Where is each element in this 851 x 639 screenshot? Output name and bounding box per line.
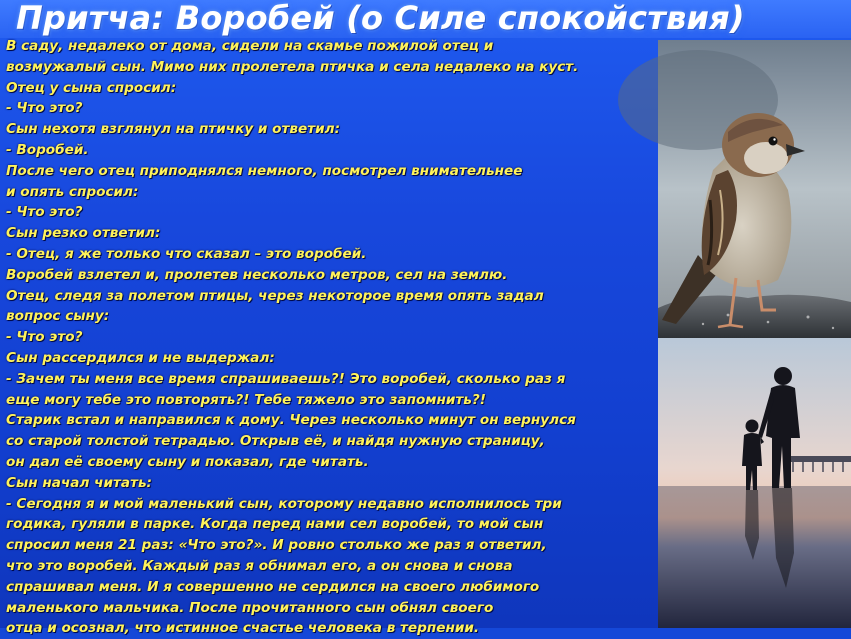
story-line: со старой толстой тетрадью. Открыв её, и найдя нужную страницу,	[6, 433, 545, 450]
story-line: Сын нехотя взглянул на птичку и ответил:	[6, 121, 341, 138]
story-line: отца и осознал, что истинное счастье человека в терпении.	[6, 620, 480, 637]
story-line: - Что это?	[6, 100, 83, 117]
story-text	[6, 36, 666, 639]
story-line: - Воробей.	[6, 141, 89, 158]
story-line: - Сегодня я и мой маленький сын, которому недавно исполнилось три	[6, 495, 562, 512]
story-line: - Что это?	[6, 329, 83, 346]
poster-title: Притча: Воробей (о Силе спокойствия)	[16, 0, 745, 37]
story-line: Сын начал читать:	[6, 474, 152, 491]
story-line: что это воробей. Каждый раз я обнимал его, а он снова и снова	[6, 557, 513, 574]
story-line: - Что это?	[6, 204, 83, 221]
story-line: и опять спросил:	[6, 183, 139, 200]
story-line: Сын рассердился и не выдержал:	[6, 349, 275, 366]
story-line: - Отец, я же только что сказал – это воробей.	[6, 245, 367, 262]
story-line: вопрос сыну:	[6, 308, 110, 325]
story-line: спросил меня 21 раз: «Что это?». И ровно столько же раз я ответил,	[6, 537, 547, 554]
story-line: спрашивал меня. И я совершенно не сердился на своего любимого	[6, 578, 540, 595]
story-line: Отец, следя за полетом птицы, через некоторое время опять задал	[6, 287, 544, 304]
story-line: Старик встал и направился к дому. Через несколько минут он вернулся	[6, 412, 576, 429]
sparrow-photo	[658, 40, 851, 338]
story-line: После чего отец приподнялся немного, посмотрел внимательнее	[6, 162, 523, 179]
story-line: годика, гуляли в парке. Когда перед нами сел воробей, то мой сын	[6, 516, 544, 533]
story-line: Отец у сына спросил:	[6, 79, 177, 96]
father-son-image	[658, 338, 851, 628]
story-line: В саду, недалеко от дома, сидели на скамье пожилой отец и	[6, 38, 494, 54]
story-line: Сын резко ответил:	[6, 225, 161, 242]
silhouette-photo	[658, 338, 851, 628]
story-line: возмужалый сын. Мимо них пролетела птичка и села недалеко на куст.	[6, 58, 579, 75]
story-line: он дал её своему сыну и показал, где читать.	[6, 453, 369, 470]
story-line: - Зачем ты меня все время спрашиваешь?! Это воробей, сколько раз я	[6, 370, 566, 387]
story-line: еще могу тебе это повторять?! Тебе тяжело это запомнить?!	[6, 391, 486, 408]
story-line: Воробей взлетел и, пролетев несколько метров, сел на землю.	[6, 266, 508, 283]
sparrow-image	[658, 40, 851, 338]
story-line: маленького мальчика. После прочитанного сын обнял своего	[6, 599, 494, 616]
